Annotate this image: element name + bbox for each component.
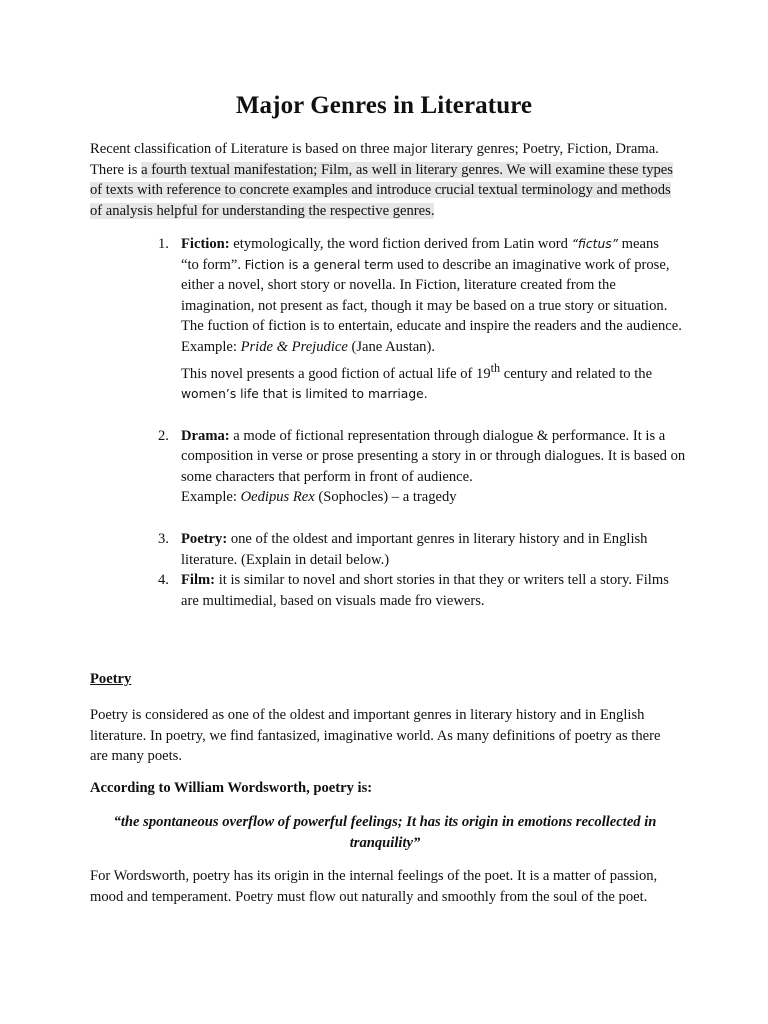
list-item-film — [90, 570, 690, 611]
genres-list — [90, 234, 690, 611]
list-item-drama — [90, 426, 690, 508]
wordsworth-quote: “the spontaneous overflow of powerful feelings; It has its origin in emotions recollected in tranquility” — [113, 814, 657, 851]
page-title: Major Genres in Literature — [235, 92, 533, 119]
wordsworth-intro: According to William Wordsworth, poetry is: — [90, 780, 373, 796]
film-definition: it is similar to novel and short stories in that they or writers tell a story. Films are multimedial, based on visuals made fro viewers. — [181, 572, 669, 609]
term-fiction: Fiction: — [181, 236, 230, 252]
intro-paragraph — [90, 139, 680, 221]
term-drama: Drama: — [181, 427, 230, 444]
drama-definition: a mode of fictional representation through dialogue & performance. It is a composition in verse or prose presenting a story in or through dialogues. It is based on some characters that perform in front of audience. — [181, 427, 686, 485]
example-rest: (Sophocles) – a tragedy — [314, 489, 457, 506]
example-label: Example: — [181, 338, 241, 355]
poetry-definition: one of the oldest and important genres in literary history and in English literature. (Explain in detail below.) — [181, 530, 648, 568]
list-number: 2. — [158, 427, 169, 444]
list-item-poetry — [90, 529, 690, 570]
fiction-note: century and related to the — [500, 365, 653, 382]
example-rest: (Jane Austan). — [347, 338, 435, 355]
fiction-definition-part: etymologically, the word fiction derived from Latin word — [229, 236, 572, 252]
list-number: 3. — [158, 530, 169, 547]
fiction-definition-part: Fiction is a general term — [244, 257, 394, 272]
spacer — [90, 508, 690, 529]
example-label: Example: — [181, 489, 241, 506]
poetry-paragraph: Poetry is considered as one of the oldest and important genres in literary history and in English literature. In poetry, we find fantasized, imaginative world. As many definitions of poetry as there are many poets. — [90, 707, 661, 765]
term-film: Film: — [181, 572, 216, 589]
list-number: 1. — [158, 236, 169, 252]
intro-highlighted-text: a fourth textual manifestation; Film, as well in literary genres. We will examine these types of texts with reference to concrete examples and introduce crucial textual terminology and methods of analysis helpful for understanding the respective genres. — [90, 161, 673, 219]
intro-plain-text: Recent classification of Literature is based on three major literary genres; Poetry, Fiction, Drama. There is — [90, 141, 659, 178]
fiction-definition-part: “to form”. — [181, 256, 245, 273]
list-item-fiction — [90, 234, 690, 405]
fiction-definition-part: used to describe an imaginative work of prose, either a novel, short story or novella. In Fiction, literature created from the imagination, not present as fact, though it may be based on a true story or situation. The fuction of fiction is to entertain, educate and inspire the readers and the audience. — [181, 256, 682, 335]
latin-word: “fictus” — [571, 237, 619, 251]
fiction-definition-part: means — [618, 236, 659, 252]
poetry-heading: Poetry — [90, 671, 132, 687]
fiction-note: This novel presents a good fiction of actual life of 19 — [181, 365, 491, 382]
wordsworth-paragraph: For Wordsworth, poetry has its origin in the internal feelings of the poet. It is a matter of passion, mood and temperament. Poetry must flow out naturally and smoothly from the soul of the poet. — [90, 868, 658, 905]
term-poetry: Poetry: — [181, 530, 228, 547]
superscript: th — [490, 360, 501, 375]
example-title: Oedipus Rex — [240, 489, 315, 506]
list-number: 4. — [158, 572, 169, 589]
example-title: Pride & Prejudice — [240, 338, 348, 355]
spacer — [90, 405, 690, 426]
fiction-note: women’s life that is limited to marriage. — [181, 387, 428, 402]
